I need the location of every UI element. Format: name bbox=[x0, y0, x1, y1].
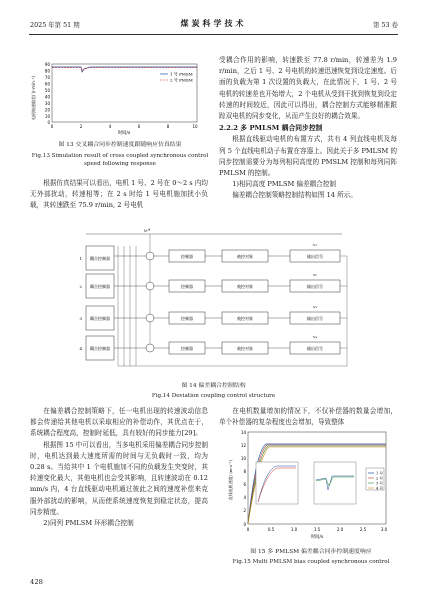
fig15-legend-label: 4 号 bbox=[376, 486, 384, 491]
paragraph: 偏差耦合控制策略控制结构如图 14 所示。 bbox=[232, 191, 357, 200]
fig13-caption-cn: 图 13 交叉耦合同步控制速度跟随响应仿真结果 bbox=[58, 142, 182, 148]
fig14-controller-label: 控制器 bbox=[181, 316, 193, 321]
paragraph: 受耦合作用的影响，转速跌至 77.8 r/min，转速差为 1.9 r/min，之后 1 号、2 号电机的转速迅速恢复到设定速度。后面的负载为第 1 次设置的负载大，在此情况下，1 号、2 号电机的转速差也开始增大，2 个电机从受到干扰到恢复到设定转速的时间较近，因此可以得出，耦合控制方式能够精准跟踪双电机的同步变化，从而产生良好的耦合效果。 bbox=[219, 56, 397, 121]
fig15-legend-label: 1 号 bbox=[376, 471, 384, 476]
fig15-xtick: 1.5 bbox=[313, 527, 321, 532]
fig14-controller-label: 控制器 bbox=[181, 284, 193, 289]
fig14-ref-label: vᵣ* bbox=[144, 229, 151, 234]
fig13-xtick: 2 bbox=[79, 124, 83, 129]
fig13-ytick: 30 bbox=[44, 101, 50, 106]
figure-14-diagram bbox=[72, 226, 357, 378]
fig14-output-label: 输出信号 bbox=[307, 346, 323, 351]
header-rule bbox=[29, 34, 398, 35]
fig14-output-var: v₂ bbox=[313, 272, 317, 277]
fig13-ytick: 10 bbox=[44, 114, 50, 119]
fig15-inset-right bbox=[314, 462, 356, 504]
header-issue: 2025 年第 51 期 bbox=[30, 21, 80, 29]
fig13-xtick: 10 bbox=[192, 124, 198, 129]
fig15-ylabel: 直线电机速度/ (m·s⁻¹) bbox=[228, 459, 233, 501]
fig14-summing-junction bbox=[146, 252, 154, 260]
fig14-row-number: 3 bbox=[79, 316, 82, 321]
fig14-coupler-label: 耦合控制器 bbox=[90, 346, 110, 351]
fig14-summing-junction bbox=[146, 344, 154, 352]
fig14-row-number: 1 bbox=[79, 256, 82, 261]
fig14-plant-label: 被控对象 bbox=[237, 316, 253, 321]
fig13-ytick: 60 bbox=[44, 81, 50, 87]
paragraph: 1)相同高度 PMLSM 偏差耦合控制 bbox=[232, 180, 336, 189]
fig14-plant-label: 被控对象 bbox=[237, 346, 253, 351]
fig13-xtick: 0 bbox=[50, 124, 54, 129]
fig14-summing-junction bbox=[146, 314, 154, 322]
fig15-ytick: 0 bbox=[243, 522, 246, 527]
fig15-xtick: 2.5 bbox=[359, 527, 367, 532]
fig15-xlabel: 时间/s bbox=[310, 535, 324, 540]
fig15-caption-cn: 图 15 多 PMLSM 偏差耦合同步控制速度响应 bbox=[250, 549, 372, 555]
fig15-ytick: 6 bbox=[243, 482, 246, 487]
fig15-xtick: 1.0 bbox=[290, 527, 298, 532]
paragraph: 根据仿真结果可以看出，电机 1 号、2 号在 0～2 s 内均无外部扰动，转速相等；在 2 s 时给 1 号电机施加扰小负载，其转速跌至 75.9 r/min, 2 号电机 bbox=[30, 179, 208, 210]
paragraph: 根据直线驱动电机的布置方式，共有 4 列直线电机及每列 5 个直线电机动子布置在容器上。因此关于多 PMLSM 的同步控制需要分为每列相同高度的 PMSLM 控制和每列同阵 PMLSM 的控制。 bbox=[219, 135, 397, 178]
left-column-bottom bbox=[30, 406, 208, 529]
fig15-ytick: 10 bbox=[240, 456, 246, 461]
fig14-coupler-label: 耦合控制器 bbox=[90, 316, 110, 321]
fig14-output-var: v₄ bbox=[313, 334, 317, 339]
fig14-row-number: 4 bbox=[79, 346, 82, 351]
fig14-caption-cn: 图 14 偏差耦合控制结构 bbox=[181, 383, 246, 389]
fig13-legend-label: 2 号 PMSM bbox=[170, 77, 193, 83]
fig14-output-label: 输出信号 bbox=[307, 254, 323, 259]
fig14-coupler-label: 耦合控制器 bbox=[90, 284, 110, 289]
fig14-caption-en: Fig.14 Deviation coupling control structure bbox=[151, 393, 276, 399]
figure-15-chart bbox=[226, 420, 392, 544]
fig14-row-1 bbox=[79, 242, 340, 270]
fig13-xtick: 6 bbox=[137, 124, 141, 129]
right-column-top bbox=[219, 55, 397, 202]
paragraph: 在偏差耦合控制策略下，任一电机出现的转速波动信息都会传递给其他电机以采取相应的补偿动作，其优点在于，系统耦合程度高，控制时延低，具有较好的同步能力[29]。 bbox=[30, 407, 208, 438]
fig13-xlabel: 时间/s bbox=[117, 131, 131, 136]
left-column-top bbox=[30, 178, 208, 212]
fig15-ytick: 4 bbox=[243, 495, 246, 500]
fig14-plant-label: 被控对象 bbox=[237, 254, 253, 259]
fig14-plant-label: 被控对象 bbox=[237, 284, 253, 289]
paragraph: 在电机数量增加的情况下，不仅补偿器的数量会增加，单个补偿器的复杂程度也会增加，导致整体 bbox=[219, 407, 397, 427]
fig13-ytick: 20 bbox=[44, 107, 50, 113]
fig13-ylabel: 电机转速偏差/ (r·min⁻¹) bbox=[31, 76, 36, 120]
fig13-xtick: 4 bbox=[108, 124, 112, 129]
fig15-inset-left bbox=[256, 462, 298, 504]
fig13-ytick: 0 bbox=[47, 120, 50, 125]
fig13-ytick: 40 bbox=[44, 94, 50, 100]
fig14-row-4 bbox=[79, 334, 340, 360]
fig13-series-2 bbox=[52, 68, 197, 71]
fig14-controller-label: 控制器 bbox=[181, 254, 193, 259]
fig14-output-var: v₁ bbox=[313, 242, 317, 247]
fig14-output-var: v₃ bbox=[313, 304, 317, 309]
fig15-ytick: 8 bbox=[243, 469, 246, 474]
fig13-caption-en: Fig.13 Simulation result of cross coupled synchronous control bbox=[31, 153, 209, 159]
paragraph: 2)同列 PMLSM 环形耦合控制 bbox=[43, 519, 134, 528]
fig13-legend-label: 1 号 PMSM bbox=[170, 71, 193, 77]
fig13-xtick: 8 bbox=[166, 124, 170, 129]
fig15-ytick: 14 bbox=[240, 430, 246, 435]
fig14-coupler-label: 耦合控制器 bbox=[90, 256, 110, 261]
fig13-caption-en-2: speed following response bbox=[84, 161, 156, 167]
fig14-row-2 bbox=[79, 272, 340, 298]
fig15-legend-label: 3 号 bbox=[376, 481, 384, 486]
fig13-ytick: 50 bbox=[44, 88, 50, 93]
fig15-xtick: 0 bbox=[246, 527, 250, 532]
fig14-controller-label: 控制器 bbox=[181, 346, 193, 351]
section-heading: 2.2.2 多 PMLSM 耦合同步控制 bbox=[219, 124, 323, 133]
fig15-xtick: 3.0 bbox=[380, 527, 388, 532]
header-volume: 第 53 卷 bbox=[373, 21, 398, 29]
fig13-ytick: 90 bbox=[44, 62, 50, 67]
fig15-xtick: 0.5 bbox=[267, 527, 275, 532]
fig13-ytick: 70 bbox=[44, 75, 50, 80]
paragraph: 根据图 15 中可以看出，当多电机采用偏差耦合同步控制时，电机达到最大速度所需的时间与无负载时一致，均为 0.28 s。当给其中 1 个电机施加不同的负载发生突变时，其转速变化最大，其他电机也会受其影响，且转速波动在 0.12 mm/s 内，4 台直线驱动电机通过彼此之间的速度补偿来克服外部扰动的影响，从而使系统速度恢复到稳定状态，提高同步精度。 bbox=[30, 440, 208, 516]
fig14-output-label: 输出信号 bbox=[307, 316, 323, 321]
fig15-caption-en: Fig.15 Multi PMLSM bias coupled synchronous control bbox=[232, 559, 390, 565]
fig13-ytick: 80 bbox=[44, 68, 50, 74]
page-number: 428 bbox=[30, 578, 43, 586]
header-journal: 煤炭科学技术 bbox=[180, 18, 247, 28]
figure-13-chart bbox=[30, 58, 205, 136]
fig15-ytick: 12 bbox=[240, 443, 246, 448]
fig14-row-number: 2 bbox=[79, 284, 82, 289]
fig14-output-label: 输出信号 bbox=[307, 284, 323, 289]
fig15-legend-label: 2 号 bbox=[376, 476, 384, 481]
fig14-row-3 bbox=[79, 304, 340, 330]
fig15-ytick: 2 bbox=[243, 508, 246, 513]
fig15-xtick: 2.0 bbox=[336, 527, 344, 532]
fig14-summing-junction bbox=[146, 282, 154, 290]
